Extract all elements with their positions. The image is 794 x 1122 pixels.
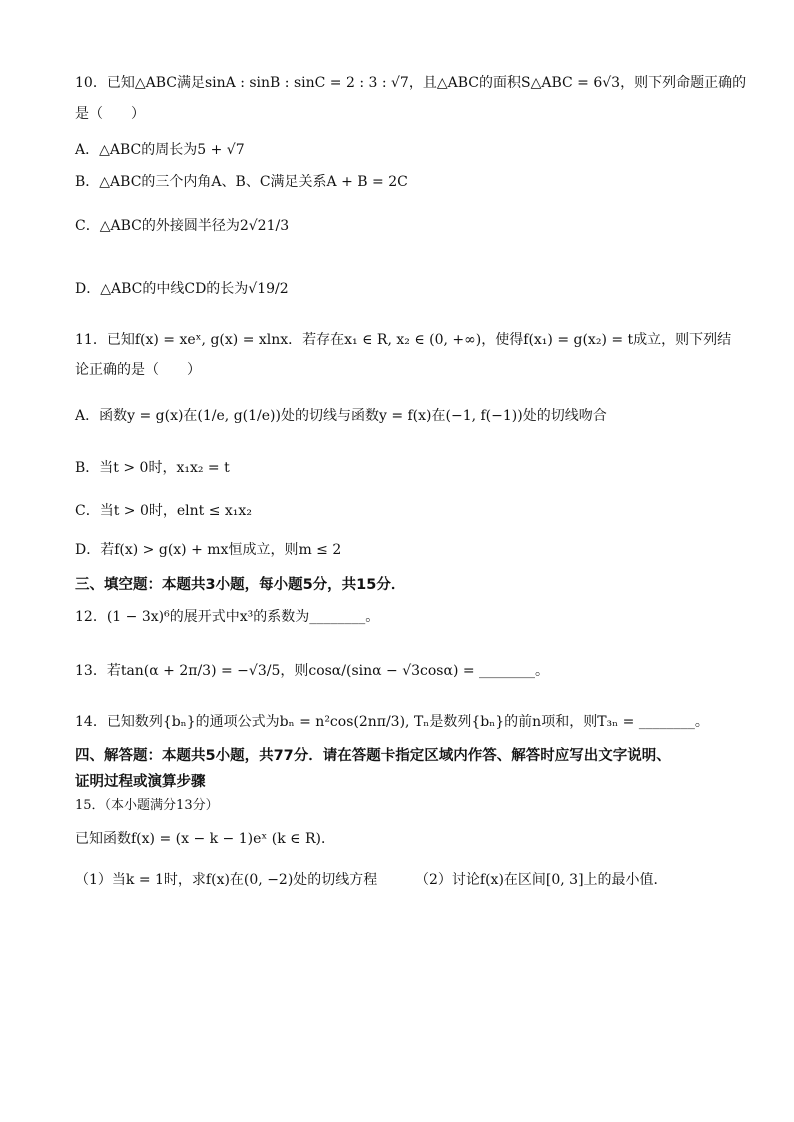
q11-option-d: D．若f(x) > g(x) + mx恒成立，则m ≤ 2 xyxy=(75,542,342,558)
q15-part1: （1）当k = 1时，求f(x)在(0, −2)处的切线方程 xyxy=(75,872,378,888)
q15-part2: （2）讨论f(x)在区间[0, 3]上的最小值． xyxy=(415,872,668,888)
q11-stem-line2: 论正确的是（ ） xyxy=(75,362,201,378)
q11-option-a: A．函数y = g(x)在(1/e, g(1/e))处的切线与函数y = f(x)在(−1, f(−1))处的切线吻合 xyxy=(75,408,607,424)
q13: 13．若tan(α + 2π/3) = −√3/5，则cosα/(sinα − √3cosα) = ________。 xyxy=(75,663,550,679)
q15-given: 已知函数f(x) = (x − k − 1)eˣ (k ∈ R)． xyxy=(75,831,335,847)
q10-stem-line1: 10．已知△ABC满足sinA : sinB : sinC = 2 : 3 : √7，且△ABC的面积S△ABC = 6√3，则下列命题正确的 xyxy=(75,75,747,91)
q10-option-a: A．△ABC的周长为5 + √7 xyxy=(75,142,245,158)
q10-option-c: C．△ABC的外接圆半径为2√21/3 xyxy=(75,218,290,234)
q15-header: 15．（本小题满分13分） xyxy=(75,798,219,813)
q10-option-b: B．△ABC的三个内角A、B、C满足关系A + B = 2C xyxy=(75,174,408,190)
q11-stem-line1: 11．已知f(x) = xeˣ, g(x) = xlnx．若存在x₁ ∈ R, x₂ ∈ (0, +∞)，使得f(x₁) = g(x₂) = t成立，则下列结 xyxy=(75,332,732,348)
section3-heading: 三、填空题：本题共3小题，每小题5分，共15分． xyxy=(75,577,406,593)
q11-option-b: B．当t > 0时，x₁x₂ = t xyxy=(75,460,230,476)
q10-option-d: D．△ABC的中线CD的长为√19/2 xyxy=(75,281,289,297)
q14: 14．已知数列{bₙ}的通项公式为bₙ = n²cos(2nπ/3), Tₙ是数列{bₙ}的前n项和，则T₃ₙ = ________。 xyxy=(75,714,709,730)
q11-option-c: C．当t > 0时，elnt ≤ x₁x₂ xyxy=(75,503,252,519)
section4-heading-line1: 四、解答题：本题共5小题，共77分．请在答题卡指定区域内作答、解答时应写出文字说明、 xyxy=(75,748,671,764)
q12: 12．(1 − 3x)⁶的展开式中x³的系数为________。 xyxy=(75,609,380,625)
section4-heading-line2: 证明过程或演算步骤 xyxy=(75,774,206,790)
q10-stem-line2: 是（ ） xyxy=(75,106,145,122)
